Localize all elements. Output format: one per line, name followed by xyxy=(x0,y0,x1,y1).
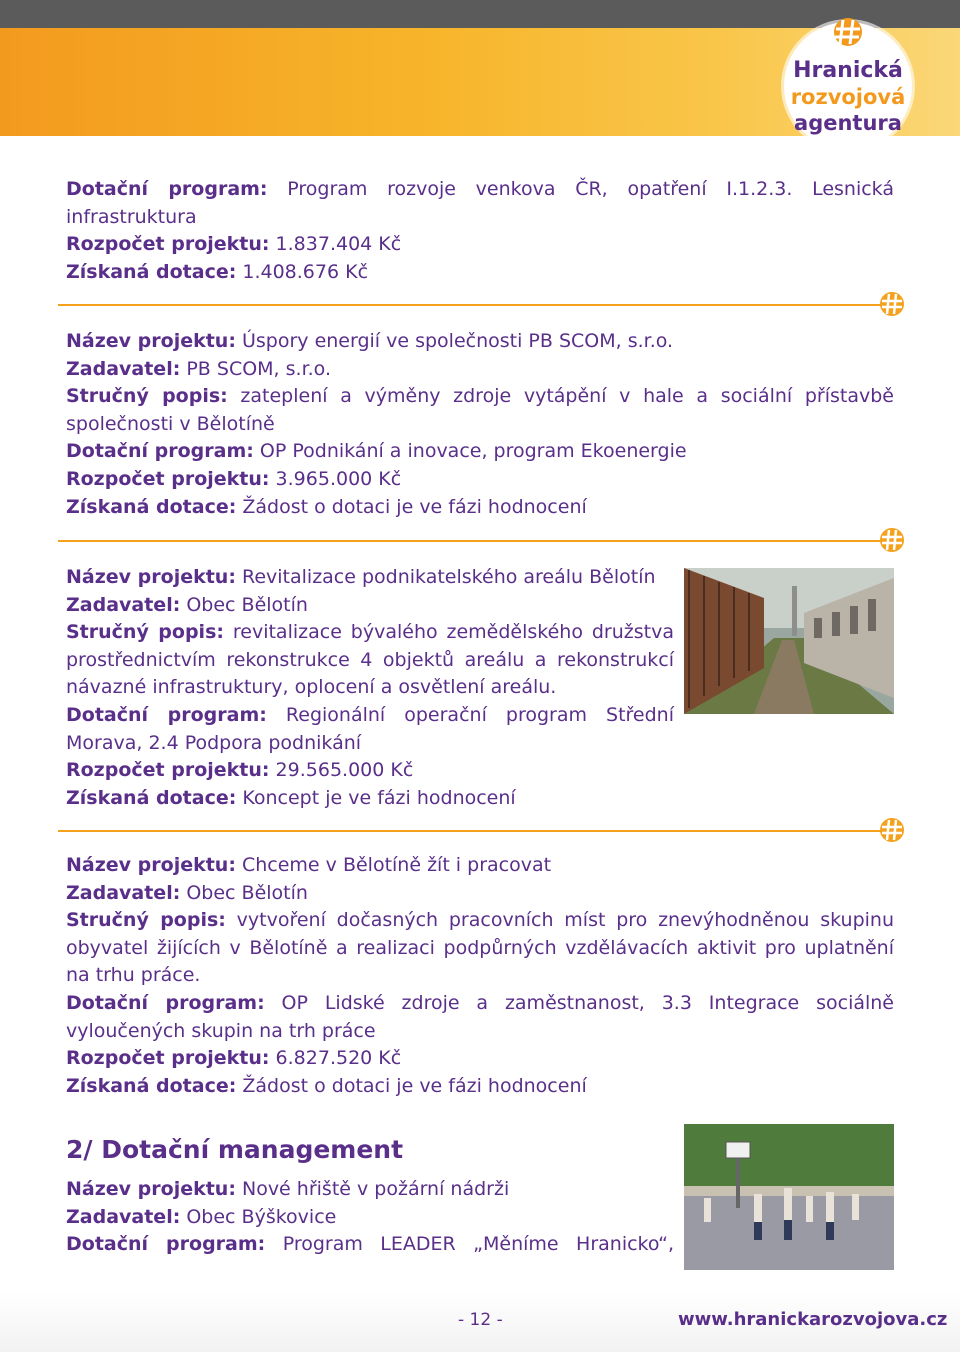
separator-hash-icon xyxy=(878,816,906,844)
name-label: Název projektu: xyxy=(66,566,236,588)
client-label: Zadavatel: xyxy=(66,357,181,380)
grant-line xyxy=(66,259,894,287)
client-value: Obec Bělotín xyxy=(180,593,308,616)
section-dotacni-management xyxy=(66,1134,674,1259)
section-heading: 2/ Dotační management xyxy=(66,1135,404,1164)
desc-label: Stručný popis: xyxy=(66,621,224,644)
name-label: Název projektu: xyxy=(66,1178,236,1200)
separator-hash-icon xyxy=(878,526,906,554)
top-bar xyxy=(0,0,960,28)
page-number: - 12 - xyxy=(458,1310,503,1330)
program-label: Dotační program: xyxy=(66,1233,266,1256)
program-label: Dotační program: xyxy=(66,178,268,200)
program-label: Dotační program: xyxy=(66,991,265,1014)
grant-label: Získaná dotace: xyxy=(66,495,237,518)
separator-hash-icon xyxy=(878,290,906,318)
budget-line xyxy=(66,1045,894,1073)
client-value: PB SCOM, s.r.o. xyxy=(180,357,332,380)
desc-value: vytvoření dočasných pracovních míst pro znevýhodněnou skupinu obyvatel žijících v Bělotíně a realizaci podpůrných vzdělávacích aktivit pro uplatnění na trhu práce. xyxy=(66,909,894,987)
description-line xyxy=(66,383,894,438)
client-label: Zadavatel: xyxy=(66,1205,181,1228)
client-line xyxy=(66,880,894,908)
grant-label: Získaná dotace: xyxy=(66,260,237,283)
program-value: OP Lidské zdroje a zaměstnanost, 3.3 Integrace sociálně vyloučených skupin na trh práce xyxy=(66,991,894,1042)
project-block-3 xyxy=(66,852,894,1100)
separator-3 xyxy=(58,830,900,832)
photo-playground xyxy=(684,1124,894,1270)
project-block-2 xyxy=(66,564,674,812)
separator-1 xyxy=(58,304,900,306)
hash-icon xyxy=(828,10,868,50)
logo-line-3: agentura xyxy=(794,111,902,135)
client-value: Obec Býškovice xyxy=(180,1205,337,1228)
client-label: Zadavatel: xyxy=(66,881,181,904)
grant-value: Žádost o dotaci je ve fázi hodnocení xyxy=(236,1074,587,1097)
program-label: Dotační program: xyxy=(66,703,267,726)
logo-line-1: Hranická xyxy=(793,58,903,83)
grant-line xyxy=(66,494,894,522)
client-line xyxy=(66,592,674,620)
budget-line xyxy=(66,757,674,785)
program-line xyxy=(66,1231,674,1259)
name-label: Název projektu: xyxy=(66,854,236,876)
budget-label: Rozpočet projektu: xyxy=(66,467,270,490)
name-value: Revitalizace podnikatelského areálu Bělotín xyxy=(235,566,656,588)
photo-industrial-site xyxy=(684,568,894,714)
program-label: Dotační program: xyxy=(66,440,254,463)
separator-2 xyxy=(58,540,900,542)
client-line xyxy=(66,356,894,384)
name-label: Název projektu: xyxy=(66,330,236,352)
program-line xyxy=(66,990,894,1045)
project-name-line xyxy=(66,564,674,592)
program-line xyxy=(66,702,674,757)
name-value: Úspory energií ve společnosti PB SCOM, s.r.o. xyxy=(235,330,674,352)
program-value: OP Podnikání a inovace, program Ekoenergie xyxy=(253,440,687,463)
banner-decoration xyxy=(238,37,253,72)
project-name-line xyxy=(66,328,894,356)
grant-label: Získaná dotace: xyxy=(66,1074,237,1097)
project-block-0 xyxy=(66,176,894,286)
budget-label: Rozpočet projektu: xyxy=(66,1047,270,1070)
budget-value: 1.837.404 Kč xyxy=(269,233,402,256)
budget-line xyxy=(66,466,894,494)
description-line xyxy=(66,907,894,990)
budget-value: 6.827.520 Kč xyxy=(269,1047,402,1070)
grant-line xyxy=(66,785,674,813)
website-link[interactable]: www.hranickarozvojova.cz xyxy=(678,1309,948,1330)
client-line xyxy=(66,1204,674,1232)
client-value: Obec Bělotín xyxy=(180,881,308,904)
desc-label: Stručný popis: xyxy=(66,385,228,408)
desc-value: revitalizace bývalého zemědělského družstva prostřednictvím rekonstrukce 4 objektů areálu a rekonstrukcí návazné infrastruktury, oplocení a osvětlení areálu. xyxy=(66,621,674,699)
client-label: Zadavatel: xyxy=(66,593,181,616)
program-line xyxy=(66,176,894,231)
budget-label: Rozpočet projektu: xyxy=(66,233,270,256)
project-name-line xyxy=(66,1176,674,1204)
desc-label: Stručný popis: xyxy=(66,909,226,932)
description-line xyxy=(66,619,674,702)
name-value: Nové hřiště v požární nádrži xyxy=(235,1178,510,1200)
logo xyxy=(784,22,912,150)
program-value: Regionální operační program Střední Morava, 2.4 Podpora podnikání xyxy=(66,703,675,754)
grant-line xyxy=(66,1073,894,1101)
grant-value: Koncept je ve fázi hodnocení xyxy=(236,786,516,809)
desc-value: zateplení a výměny zdroje vytápění v hale a sociální přístavbě společnosti v Bělotíně xyxy=(66,385,894,435)
project-block-1 xyxy=(66,328,894,521)
grant-value: 1.408.676 Kč xyxy=(236,260,369,283)
name-value: Chceme v Bělotíně žít i pracovat xyxy=(235,854,552,876)
program-value: Program LEADER „Měníme Hranicko“, xyxy=(265,1233,675,1256)
grant-label: Získaná dotace: xyxy=(66,786,237,809)
program-line xyxy=(66,438,894,466)
grant-value: Žádost o dotaci je ve fázi hodnocení xyxy=(236,495,587,518)
program-value: Program rozvoje venkova ČR, opatření I.1.2.3. Lesnická infrastruktura xyxy=(66,178,894,228)
budget-value: 3.965.000 Kč xyxy=(269,467,402,490)
budget-line xyxy=(66,231,894,259)
budget-value: 29.565.000 Kč xyxy=(269,759,414,782)
logo-line-2: rozvojová xyxy=(790,85,906,109)
project-name-line xyxy=(66,852,894,880)
budget-label: Rozpočet projektu: xyxy=(66,759,270,782)
